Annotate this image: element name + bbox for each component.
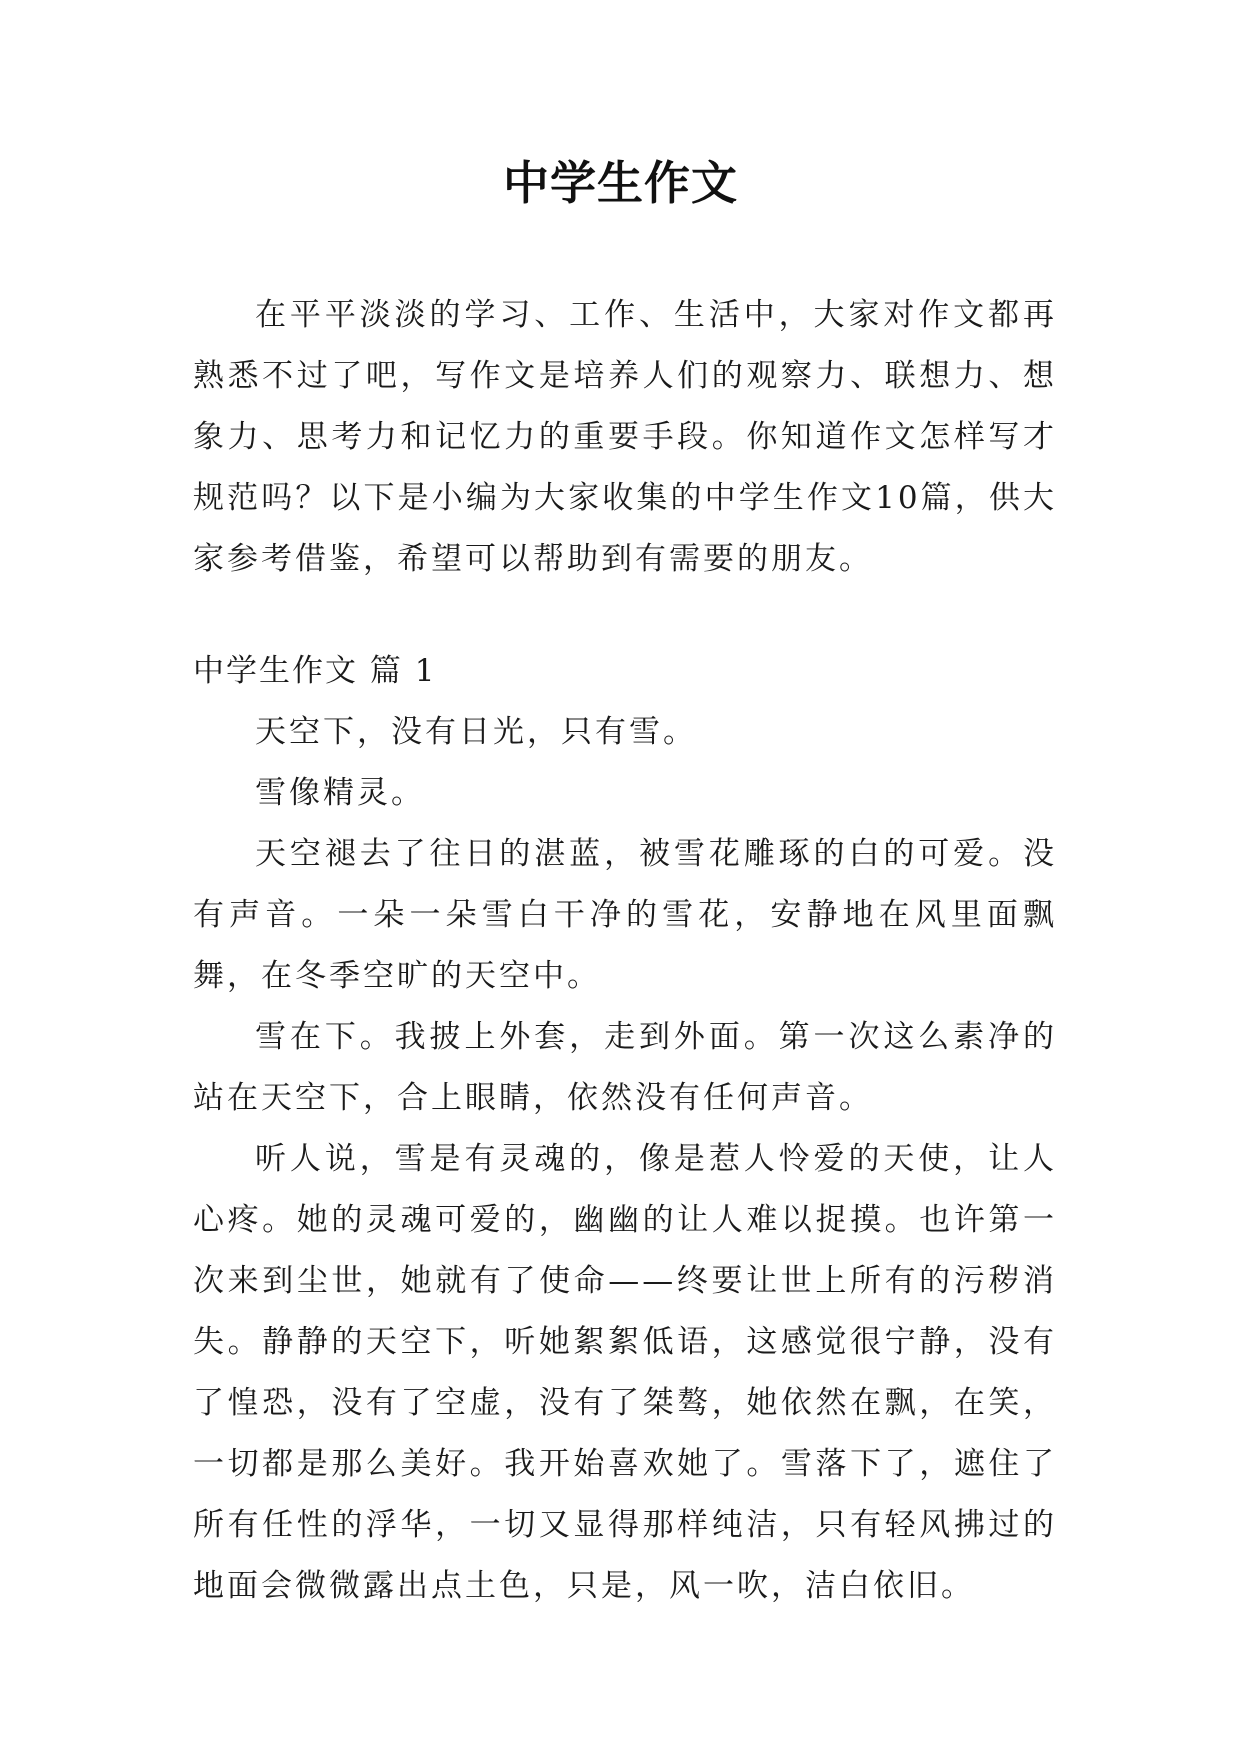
section-heading: 中学生作文 篇 1 <box>193 653 437 689</box>
body-paragraph: 雪在下。我披上外套，走到外面。第一次这么素净的站在天空下，合上眼睛，依然没有任何声音。 <box>193 1019 1057 1116</box>
body-paragraph: 雪像精灵。 <box>255 775 425 811</box>
body-paragraph: 听人说，雪是有灵魂的，像是惹人怜爱的天使，让人心疼。她的灵魂可爱的，幽幽的让人难以捉摸。也许第一次来到尘世，她就有了使命——终要让世上所有的污秽消失。静静的天空下，听她絮絮低语，这感觉很宁静，没有了惶恐，没有了空虚，没有了桀骜，她依然在飘，在笑，一切都是那么美好。我开始喜欢她了。雪落下了，遮住了所有任性的浮华，一切又显得那样纯洁，只有轻风拂过的地面会微微露出点土色，只是，风一吹，洁白依旧。 <box>193 1141 1057 1604</box>
document-body <box>193 285 1057 1617</box>
document-title: 中学生作文 <box>503 156 738 210</box>
intro-paragraph: 在平平淡淡的学习、工作、生活中，大家对作文都再熟悉不过了吧，写作文是培养人们的观察力、联想力、想象力、思考力和记忆力的重要手段。你知道作文怎样写才规范吗？以下是小编为大家收集的中学生作文10篇，供大家参考借鉴，希望可以帮助到有需要的朋友。 <box>193 297 1057 577</box>
body-paragraph: 天空褪去了往日的湛蓝，被雪花雕琢的白的可爱。没有声音。一朵一朵雪白干净的雪花，安静地在风里面飘舞，在冬季空旷的天空中。 <box>193 836 1057 994</box>
body-paragraph: 天空下，没有日光，只有雪。 <box>255 714 697 750</box>
